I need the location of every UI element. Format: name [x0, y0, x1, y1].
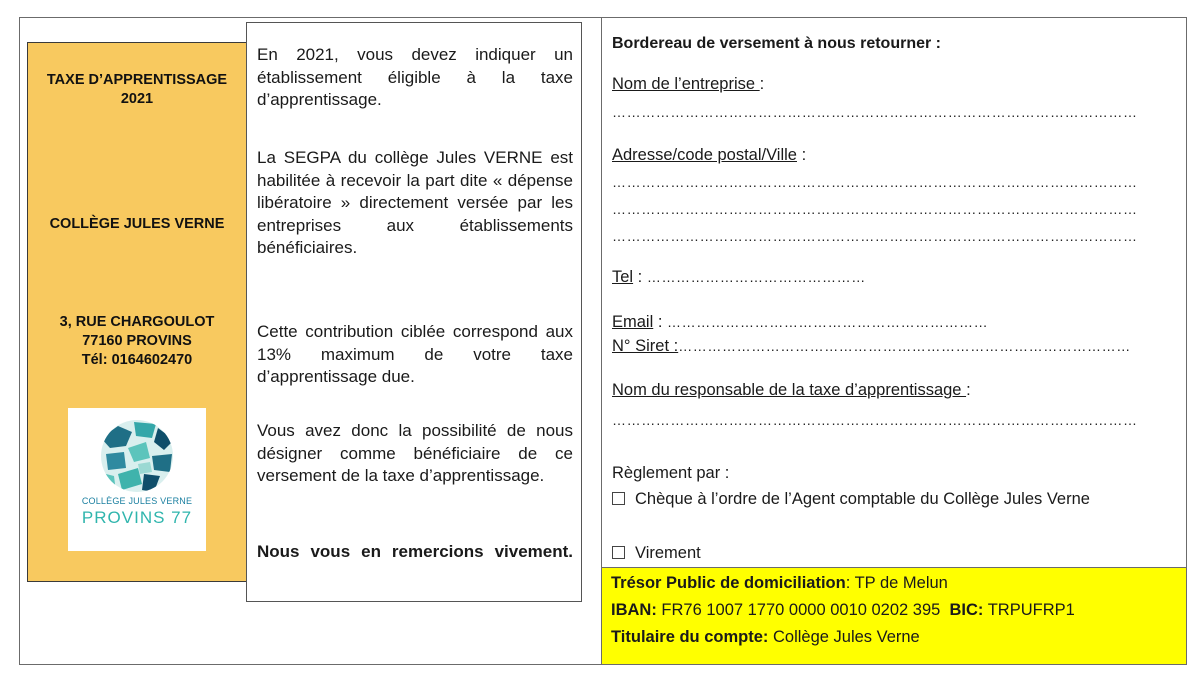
address-label-text: Adresse/code postal/Ville: [612, 146, 797, 164]
paragraph-4: Vous avez donc la possibilité de nous désigner comme bénéficiaire de ce versement de la taxe d’apprentissage.: [257, 421, 573, 485]
paragraph-2: La SEGPA du collège Jules VERNE est habilitée à recevoir la part dite « dépense libératoire » directement versée par les entreprises aux établissements bénéficiaires.: [257, 148, 573, 257]
school-phone: Tél: 0164602470: [81, 352, 193, 368]
tel-label-colon: :: [633, 268, 643, 286]
bic-label: BIC:: [949, 601, 984, 619]
email-label-colon: :: [653, 313, 663, 331]
treasury-line: [611, 574, 948, 593]
paragraph-1: En 2021, vous devez indiquer un établissement éligible à la taxe d’apprentissage.: [257, 45, 573, 109]
paragraph-thanks: Nous vous en remercions vivement.: [257, 542, 573, 561]
treasury-value: : TP de Melun: [845, 574, 948, 592]
manager-label-text: Nom du responsable de la taxe d’apprentissage: [612, 381, 967, 399]
holder-label: Titulaire du compte:: [611, 628, 769, 646]
option-transfer[interactable]: [612, 542, 1162, 564]
siret-label-text: N° Siret :: [612, 337, 679, 355]
tax-title: TAXE D’APPRENTISSAGE: [46, 72, 228, 88]
address-line1: 3, RUE CHARGOULOT: [59, 314, 215, 330]
cheque-label: Chèque à l’ordre de l’Agent comptable du Collège Jules Verne: [635, 490, 1090, 508]
globe-logo-icon: [98, 418, 176, 494]
manager-field[interactable]: ………………………………………………………………………………………………: [612, 412, 1138, 428]
bank-details: [602, 567, 1186, 664]
logo-text-line1: COLLÈGE JULES VERNE: [81, 496, 193, 506]
address-line2: 77160 PROVINS: [82, 333, 192, 349]
cheque-checkbox[interactable]: [612, 492, 625, 505]
school-name: COLLÈGE JULES VERNE: [49, 216, 225, 232]
iban-line: [611, 601, 1075, 620]
address-field-1[interactable]: ………………………………………………………………………………………………: [612, 174, 1138, 190]
company-label-text: Nom de l’entreprise: [612, 75, 760, 93]
tel-label: [612, 268, 866, 287]
company-label-colon: :: [759, 75, 765, 93]
logo-text-line2: PROVINS 77: [81, 508, 193, 527]
tax-year: 2021: [120, 91, 154, 107]
email-label-text: Email: [612, 313, 654, 331]
company-label: [612, 75, 764, 94]
info-panel: [27, 42, 247, 582]
bic-value: TRPUFRP1: [983, 601, 1075, 619]
tel-label-text: Tel: [612, 268, 634, 286]
school-logo: [68, 408, 206, 551]
iban-label: IBAN:: [611, 601, 657, 619]
address-label-colon: :: [796, 146, 807, 164]
email-field[interactable]: …………………………………………………………: [667, 314, 989, 330]
transfer-checkbox[interactable]: [612, 546, 625, 559]
company-field[interactable]: ………………………………………………………………………………………………: [612, 104, 1138, 120]
manager-label: [612, 381, 971, 400]
tel-field[interactable]: ………………………………………: [646, 269, 866, 285]
payment-label: Règlement par :: [612, 464, 730, 482]
iban-value: FR76 1007 1770 0000 0010 0202 395: [656, 601, 950, 619]
option-cheque[interactable]: [612, 488, 1162, 510]
form-title: Bordereau de versement à nous retourner :: [612, 35, 941, 52]
holder-line: [611, 628, 920, 647]
info-text-box: [246, 22, 582, 602]
siret-field[interactable]: …………………………………………………………………………………: [678, 338, 1131, 354]
address-field-3[interactable]: ………………………………………………………………………………………………: [612, 228, 1138, 244]
holder-value: Collège Jules Verne: [768, 628, 920, 646]
transfer-label: Virement: [635, 544, 701, 562]
manager-label-colon: :: [966, 381, 971, 399]
siret-label: [612, 337, 1131, 356]
address-label: [612, 146, 806, 165]
email-label: [612, 313, 988, 332]
paragraph-3: Cette contribution ciblée correspond aux 13% maximum de votre taxe d’apprentissage due.: [257, 322, 573, 386]
treasury-label: Trésor Public de domiciliation: [611, 574, 846, 592]
address-field-2[interactable]: ………………………………………………………………………………………………: [612, 201, 1138, 217]
